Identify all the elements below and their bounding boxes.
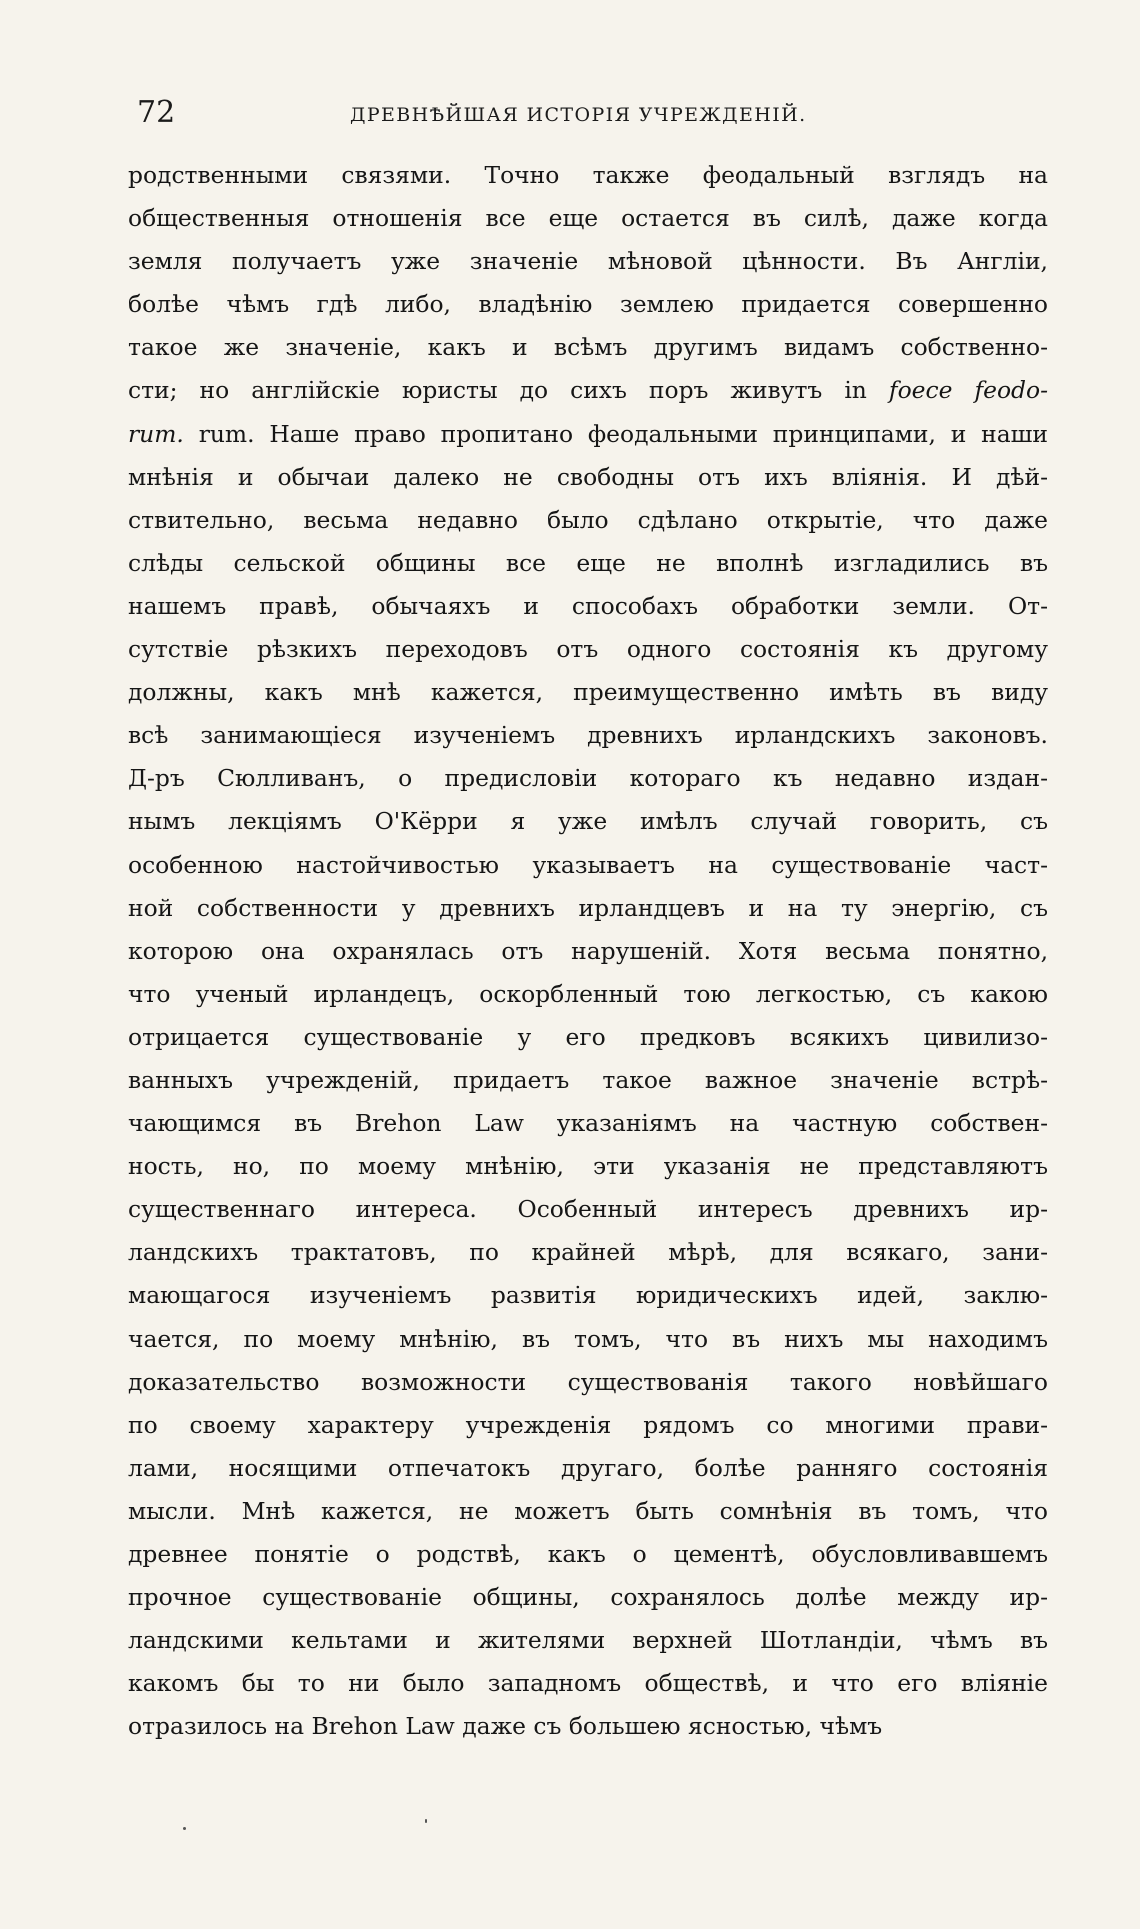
running-head: ДРЕВНѢЙШАЯ ИСТОРІЯ УЧРЕЖДЕНІЙ. (350, 104, 807, 126)
print-speck (425, 1819, 427, 1823)
text-line-part: rum. Наше право пропитано феодальными принципами, и наши (198, 419, 1048, 448)
text-line: отразилось на Brehon Law даже съ большею ясностью, чѣмъ (128, 1712, 883, 1741)
text-line: нымъ лекціямъ О'Кёрри я уже имѣлъ случай говорить, съ (128, 807, 1048, 836)
text-line: особенною настойчивостью указываетъ на существованіе част- (128, 850, 1048, 879)
text-line-with-italic (128, 413, 1048, 456)
italic-phrase: rum. (128, 419, 184, 448)
text-line: лами, носящими отпечатокъ другаго, болѣе ранняго состоянія (128, 1453, 1048, 1482)
text-line: всѣ занимающіеся изученіемъ древнихъ ирландскихъ законовъ. (128, 721, 1048, 750)
text-line: ность, но, по моему мнѣнію, эти указанія не представляютъ (128, 1152, 1048, 1181)
text-line: какомъ бы то ни было западномъ обществѣ, и что его вліяніе (128, 1669, 1048, 1698)
text-line: ствительно, весьма недавно было сдѣлано открытіе, что даже (128, 505, 1048, 534)
text-line: что ученый ирландецъ, оскорбленный тою легкостью, съ какою (128, 979, 1048, 1008)
text-line-part: сти; но англійскіе юристы до сихъ поръ живутъ in (128, 376, 867, 405)
print-speck (183, 1827, 186, 1830)
text-line: слѣды сельской общины все еще не вполнѣ изгладились въ (128, 548, 1048, 577)
italic-phrase: foece feodo- (888, 376, 1048, 405)
text-line: ванныхъ учрежденій, придаетъ такое важное значеніе встрѣ- (128, 1065, 1048, 1094)
page-number: 72 (137, 95, 176, 130)
text-line: родственными связями. Точно также феодальный взглядъ на (128, 161, 1048, 189)
body-text (128, 154, 1048, 1748)
text-line: мысли. Мнѣ кажется, не можетъ быть сомнѣнія въ томъ, что (128, 1496, 1048, 1525)
text-line: такое же значеніе, какъ и всѣмъ другимъ видамъ собственно- (128, 333, 1048, 362)
text-line: чается, по моему мнѣнію, въ томъ, что въ нихъ мы находимъ (128, 1324, 1048, 1353)
text-line: по своему характеру учрежденія рядомъ со многими прави- (128, 1410, 1048, 1439)
text-line: чающимся въ Brehon Law указаніямъ на частную собствен- (128, 1109, 1048, 1138)
text-line: сутствіе рѣзкихъ переходовъ отъ одного состоянія къ другому (128, 635, 1048, 664)
text-line: мнѣнія и обычаи далеко не свободны отъ ихъ вліянія. И дѣй- (128, 462, 1048, 491)
text-line: ландскими кельтами и жителями верхней Шотландіи, чѣмъ въ (128, 1626, 1048, 1655)
text-line: древнее понятіе о родствѣ, какъ о цементѣ, обусловливавшемъ (128, 1540, 1048, 1568)
text-line: Д-ръ Сюлливанъ, о предисловіи котораго къ недавно издан- (128, 764, 1048, 793)
text-line: отрицается существованіе у его предковъ всякихъ цивилизо- (128, 1022, 1048, 1051)
text-line: общественныя отношенія все еще остается въ силѣ, даже когда (128, 204, 1048, 233)
text-line: должны, какъ мнѣ кажется, преимущественно имѣть въ виду (128, 678, 1048, 707)
text-line: существеннаго интереса. Особенный интересъ древнихъ ир- (128, 1195, 1048, 1224)
text-line: земля получаетъ уже значеніе мѣновой цѣнности. Въ Англіи, (128, 247, 1048, 276)
text-line: ландскихъ трактатовъ, по крайней мѣрѣ, для всякаго, зани- (128, 1238, 1048, 1267)
text-line: ной собственности у древнихъ ирландцевъ и на ту энергію, съ (128, 893, 1048, 922)
text-line: которою она охранялась отъ нарушеній. Хотя весьма понятно, (128, 936, 1048, 965)
text-line: болѣе чѣмъ гдѣ либо, владѣнію землею придается совершенно (128, 290, 1048, 319)
text-line: нашемъ правѣ, обычаяхъ и способахъ обработки земли. От- (128, 591, 1048, 620)
text-line: прочное существованіе общины, сохранялось долѣе между ир- (128, 1583, 1048, 1612)
text-line-with-italic (128, 369, 1048, 412)
page-header (130, 95, 1045, 135)
text-line: доказательство возможности существованія такого новѣйшаго (128, 1367, 1048, 1396)
text-line: мающагося изученіемъ развитія юридическихъ идей, заклю- (128, 1281, 1048, 1310)
